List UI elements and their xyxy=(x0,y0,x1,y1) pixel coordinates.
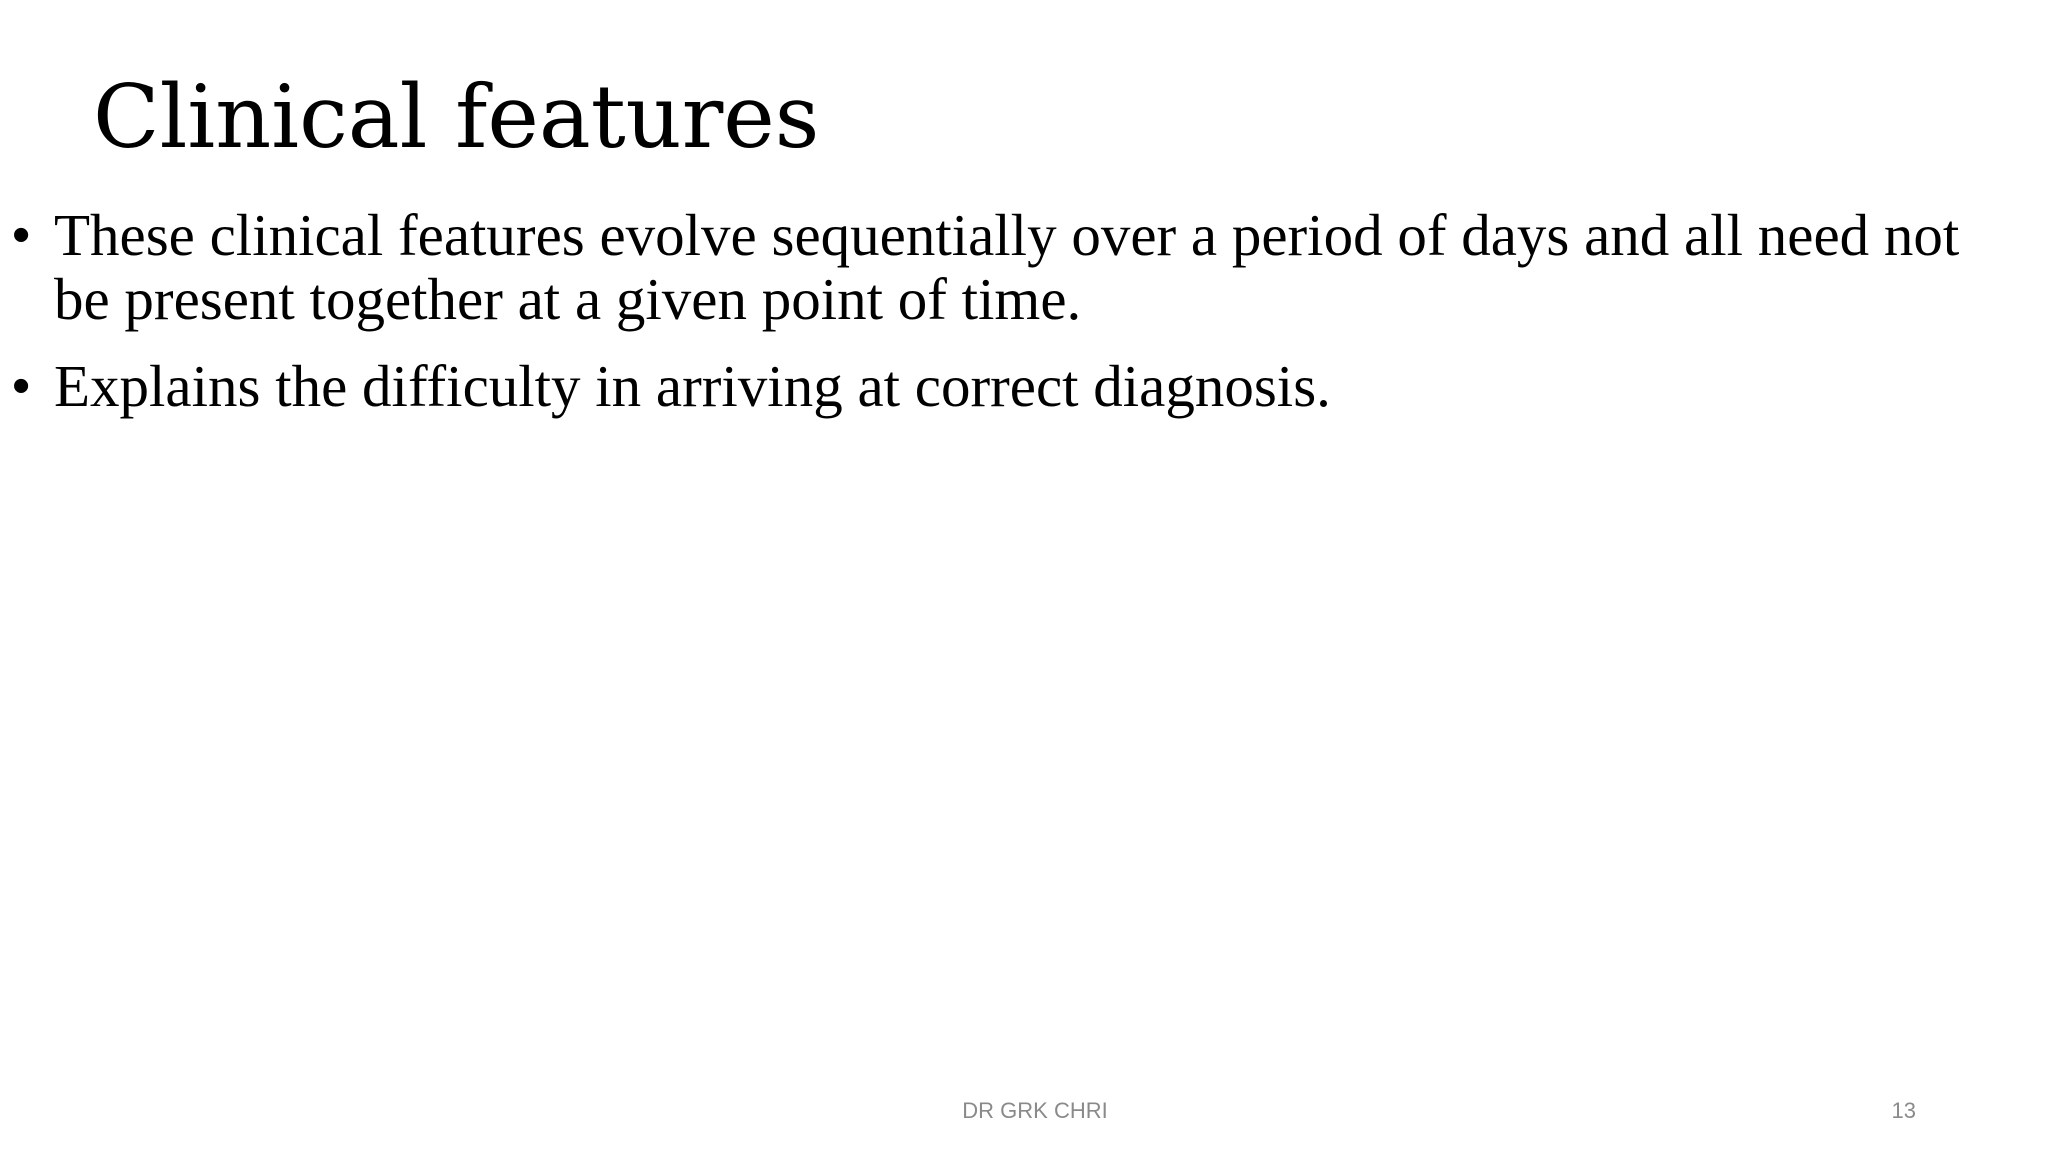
bullet-item xyxy=(12,203,1972,331)
slide-title: Clinical features xyxy=(93,66,820,168)
bullet-item xyxy=(12,354,1972,418)
bullet-list xyxy=(12,203,1972,441)
slide-number: 13 xyxy=(1891,1098,1916,1123)
bullet-text: These clinical features evolve sequentially over a period of days and all need not be present together at a given point of time. xyxy=(54,202,1960,332)
slide-footer: DR GRK CHRI xyxy=(962,1098,1108,1123)
bullet-text: Explains the difficulty in arriving at correct diagnosis. xyxy=(54,353,1331,419)
bullet-marker: • xyxy=(12,357,31,415)
bullet-marker: • xyxy=(12,206,31,264)
